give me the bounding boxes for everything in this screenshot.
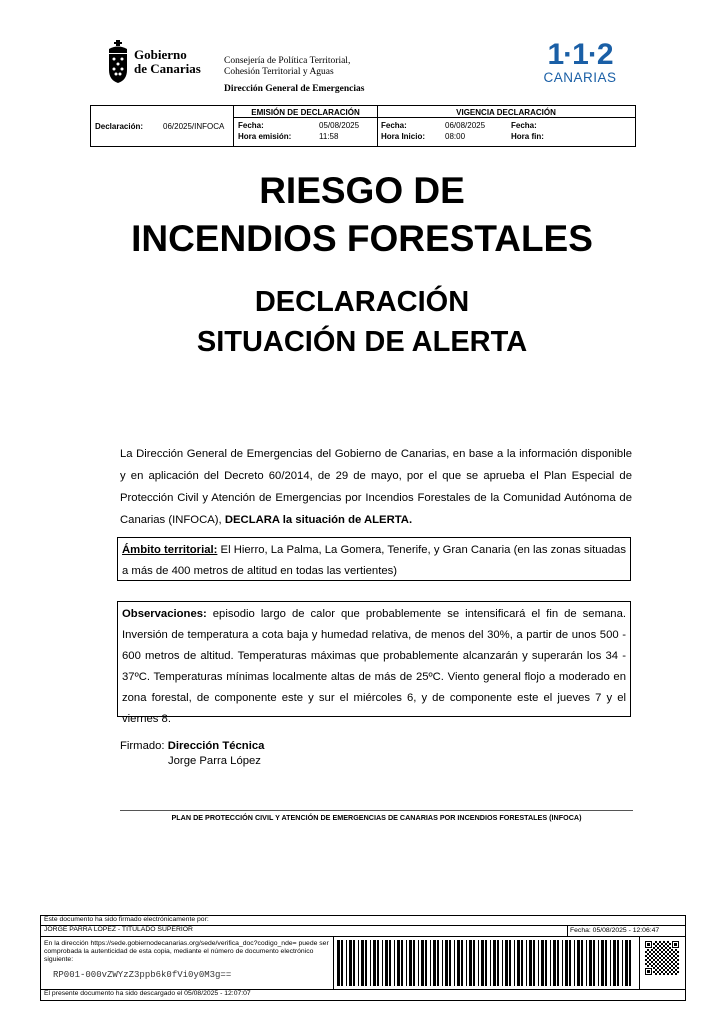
logo-112-sub: CANARIAS <box>543 70 617 85</box>
main-title <box>0 167 724 263</box>
declara-statement: DECLARA la situación de ALERTA. <box>224 514 413 526</box>
hora-inicio-label: Hora Inicio: <box>381 132 426 141</box>
emision-header: EMISIÓN DE DECLARACIÓN <box>251 108 360 117</box>
title-line2: INCENDIOS FORESTALES <box>131 218 593 259</box>
footer-plan-text: PLAN DE PROTECCIÓN CIVIL Y ATENCIÓN DE EMERGENCIAS DE CANARIAS POR INCENDIOS FORESTALES (INFOCA) <box>171 813 582 822</box>
observaciones-box <box>117 601 631 725</box>
observaciones-text: episodio largo de calor que probablemente se intensificará el fin de semana. Inversión de temperatura a cota baja y humedad relativa, de menos del 30%, a partir de unos 500 - 600 metros de altitud. Temperaturas máximas que probablemente alcanzarán y superarán los 34 - 37ºC. Temperaturas mínimas localmente altas de más de 25ºC. Viento general flojo a moderado en zona forestal, de componente este y sur el miércoles 6, y de componente este el jueves 7 y el viernes 8. <box>122 608 626 725</box>
logo-112-canarias <box>540 40 620 90</box>
department-name <box>224 56 364 95</box>
electronic-signature-block <box>40 915 686 1001</box>
footer-divider <box>120 810 633 811</box>
directorate-name: Dirección General de Emergencias <box>224 84 365 94</box>
sub-title <box>0 282 724 362</box>
dept-line2: Cohesión Territorial y Aguas <box>224 67 334 77</box>
coat-of-arms-icon <box>106 40 130 84</box>
signature-date: Fecha: 05/08/2025 - 12:06:47 <box>570 927 660 934</box>
fecha-fin-label: Fecha: <box>511 121 537 130</box>
declaration-table <box>90 105 636 147</box>
signer-role: Dirección Técnica <box>167 740 265 752</box>
signed-label: Firmado: <box>120 740 168 752</box>
hora-fin-label: Hora fin: <box>511 132 544 141</box>
vigencia-header: VIGENCIA DECLARACIÓN <box>456 108 556 117</box>
verification-text: En la dirección https://sede.gobiernodecanarias.org/sede/verifica_doc?codigo_nde= puede ser comprobada la autenticidad de esta copia, mediante el número de documento electrónico siguiente: <box>44 940 329 963</box>
declaration-number: 06/2025/INFOCA <box>163 122 225 131</box>
dept-line1: Consejería de Política Territorial, <box>224 56 351 66</box>
hora-emision-value: 11:58 <box>319 132 339 141</box>
observaciones-label: Observaciones: <box>122 608 207 620</box>
gov-name-line1: Gobierno <box>134 47 187 62</box>
declaration-label: Declaración: <box>95 122 144 131</box>
fecha-emision-value: 05/08/2025 <box>319 121 360 130</box>
hora-inicio-value: 08:00 <box>445 132 466 141</box>
document-code: RP001-000vZWYzZ3ppb6k0fVi0y0M3g== <box>53 970 232 980</box>
signature-intro: Este documento ha sido firmado electrónicamente por: <box>41 916 685 926</box>
title-line1: RIESGO DE <box>259 170 465 211</box>
ambito-text: El Hierro, La Palma, La Gomera, Tenerife, y Gran Canaria (en las zonas situadas a más de 400 metros de altitud en todas las vertientes) <box>122 544 626 577</box>
gov-name-line2: de Canarias <box>134 61 201 76</box>
ambito-label: Ámbito territorial: <box>122 544 218 556</box>
fecha-emision-label: Fecha: <box>238 121 264 130</box>
gobierno-canarias-logo <box>106 40 206 86</box>
ambito-territorial-box <box>117 537 631 581</box>
signer-row <box>41 926 685 937</box>
qr-code-icon <box>645 941 679 975</box>
signature-section <box>120 739 264 769</box>
download-date: El presente documento ha sido descargado el 05/08/2025 - 12:07:07 <box>41 989 685 999</box>
hora-emision-label: Hora emisión: <box>238 132 292 141</box>
logo-112-number: 1·1·2 <box>547 38 613 71</box>
fecha-vigencia-value: 06/08/2025 <box>445 121 486 130</box>
signer-name-upper: JORGE PARRA LOPEZ - TITULADO SUPERIOR <box>44 926 193 933</box>
signer-name: Jorge Parra López <box>168 755 261 767</box>
paragraph-text: La Dirección General de Emergencias del Gobierno de Canarias, en base a la información disponible y en aplicación del Decreto 60/2014, de 29 de mayo, por el que se aprueba el Plan Especial de Protección Civil y Atención de Emergencias por Incendios Forestales de la Comunidad Autónoma de Canarias (INFOCA), <box>120 448 632 526</box>
title-line4: SITUACIÓN DE ALERTA <box>196 326 528 358</box>
government-name <box>134 48 201 76</box>
fecha-vigencia-label: Fecha: <box>381 121 407 130</box>
barcode-icon <box>337 940 635 986</box>
title-line3: DECLARACIÓN <box>254 286 470 318</box>
declaration-paragraph <box>120 443 632 531</box>
